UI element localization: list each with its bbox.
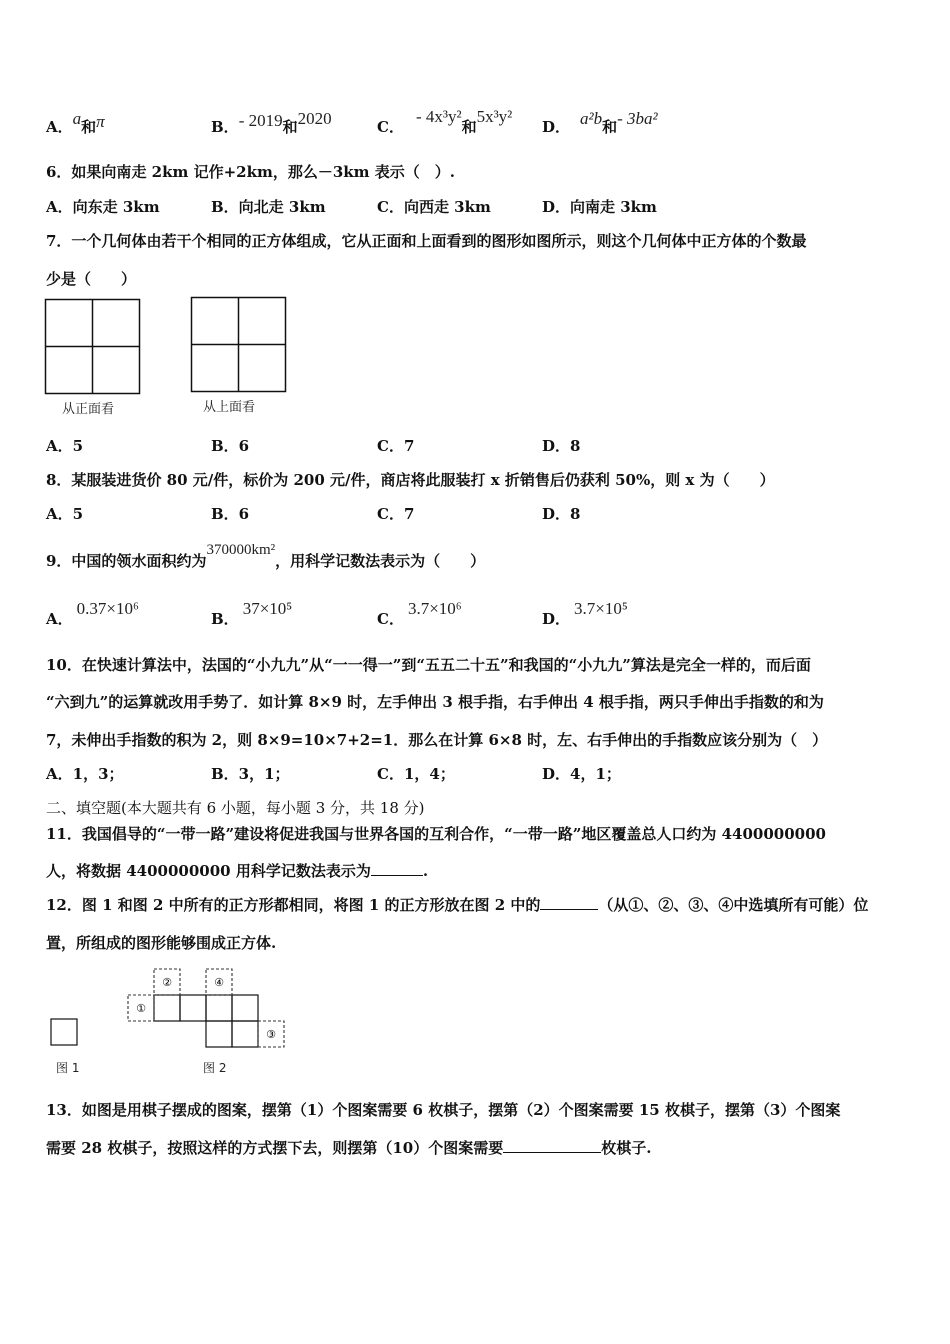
q11-line2: [46, 860, 428, 881]
q8-option-a: A．5: [46, 505, 84, 523]
q13-line1: 13．如图是用棋子摆成的图案，摆第（1）个图案需要 6 枚棋子，摆第（2）个图案需要 15 枚棋子，摆第（3）个图案: [46, 1101, 841, 1119]
q7-top-view-label: 从上面看: [203, 400, 256, 415]
q7-option-d: D．8: [542, 437, 581, 455]
q12-line1-post: （从①、②、③、④中选填所有可能）位: [598, 896, 869, 914]
q12-line1-pre: 12．图 1 和图 2 中所有的正方形都相同，将图 1 的正方形放在图 2 中的: [46, 896, 541, 914]
q8-option-d: D．8: [542, 505, 581, 523]
q8-stem: 8．某服装进货价 80 元/件，标价为 200 元/件，商店将此服装打 x 折销售后仍获利 50%，则 x 为（ ）: [46, 471, 775, 489]
q10-line1: 10．在快速计算法中，法国的“小九九”从“一一得一”到“五五二十五”和我国的“小九九”算法是完全一样的，而后面: [46, 656, 811, 674]
math-expr: a: [72, 109, 82, 128]
section-title: 二、填空题(本大题共有 6 小题，每小题 3 分，共 18 分): [46, 799, 425, 817]
q12-line2: 置，所组成的图形能够围成正方体.: [46, 934, 277, 952]
q13-line2-pre: 需要 28 枚棋子，按照这样的方式摆下去，则摆第（10）个图案需要: [46, 1139, 504, 1157]
q7-stem-line2: 少是（ ）: [46, 270, 137, 288]
q10-option-d: D．4，1；: [542, 765, 621, 783]
q10-option-a: A．1，3；: [46, 765, 124, 783]
conj: 和: [81, 118, 97, 136]
q8-option-c: C．7: [377, 505, 415, 523]
mark-4: ④: [214, 976, 224, 989]
math-expr: 3.7×10⁵: [574, 599, 628, 618]
answer-blank[interactable]: [503, 1138, 601, 1153]
q12-fig1-label: 图 1: [56, 1061, 80, 1075]
q9-stem-pre: 9．中国的领水面积约为: [46, 552, 207, 570]
math-expr: a²b: [580, 109, 603, 128]
q10-line3: 7，未伸出手指数的积为 2，则 8×9=10×7+2=1．那么在计算 6×8 时，左、右手伸出的手指数应该分别为（ ）: [46, 731, 828, 749]
q7-stem-line1: 7．一个几何体由若干个相同的正方体组成，它从正面和上面看到的图形如图所示，则这个几何体中正方体的个数最: [46, 232, 807, 250]
option-letter: B．: [211, 610, 239, 628]
q9-stem: [46, 542, 486, 571]
option-letter: D．: [542, 118, 571, 136]
q12-line1: [46, 894, 868, 915]
q12-fig2-label: 图 2: [203, 1061, 227, 1075]
answer-blank[interactable]: [371, 861, 423, 876]
math-expr: - 3ba²: [617, 109, 658, 128]
q7-top-view-figure: [190, 296, 288, 394]
q7-option-c: C．7: [377, 437, 415, 455]
q5-option-b: [211, 109, 332, 137]
math-expr: - 4x³y²: [415, 107, 462, 126]
math-expr: 0.37×10⁶: [76, 599, 139, 618]
q12-fig2-net: [126, 968, 288, 1050]
net-square: [154, 995, 180, 1021]
q13-line2: [46, 1137, 651, 1158]
answer-blank[interactable]: [540, 895, 598, 910]
math-expr: 3.7×10⁶: [407, 599, 462, 618]
q10-line2: “六到九”的运算就改用手势了．如计算 8×9 时，左手伸出 3 根手指，右手伸出 4 根手指，两只手伸出手指数的和为: [46, 693, 824, 711]
q12-fig1-square: [50, 1018, 80, 1048]
net-square: [232, 1021, 258, 1047]
option-letter: B．: [211, 118, 239, 136]
q9-area: 370000km²: [206, 542, 276, 558]
q7-option-a: A．5: [46, 437, 84, 455]
conj: 和: [602, 118, 618, 136]
q6-option-d: D．向南走 3km: [542, 198, 657, 216]
q6-option-c: C．向西走 3km: [377, 198, 491, 216]
option-letter: C．: [377, 610, 404, 628]
fig1-square: [51, 1019, 77, 1045]
q6-stem: 6．如果向南走 2km 记作+2km，那么－3km 表示（ ）.: [46, 163, 456, 181]
math-expr: - 2019: [238, 111, 283, 130]
mark-2: ②: [162, 976, 172, 989]
q11-line2-post: .: [422, 862, 429, 880]
net-square: [180, 995, 206, 1021]
q8-option-b: B．6: [211, 505, 250, 523]
conj: 和: [282, 118, 298, 136]
option-letter: D．: [542, 610, 571, 628]
q6-option-b: B．向北走 3km: [211, 198, 326, 216]
q6-option-a: A．向东走 3km: [46, 198, 160, 216]
q5-option-d: [542, 109, 658, 137]
q7-option-b: B．6: [211, 437, 250, 455]
net-square: [206, 1021, 232, 1047]
mark-1: ①: [136, 1002, 146, 1015]
option-letter: A．: [46, 118, 73, 136]
q10-option-c: C．1，4；: [377, 765, 455, 783]
q9-option-a: [46, 599, 139, 629]
q11-line1: 11．我国倡导的“一带一路”建设将促进我国与世界各国的互利合作，“一带一路”地区覆盖总人口约为 4400000000: [46, 825, 826, 843]
conj: 和: [461, 118, 477, 136]
q5-option-c: [377, 107, 513, 137]
q5-option-a: [46, 109, 105, 137]
q9-option-d: [542, 599, 628, 629]
q9-option-c: [377, 599, 462, 629]
q13-line2-post: 枚棋子.: [601, 1139, 652, 1157]
math-expr: 5x³y²: [476, 107, 513, 126]
mark-3: ③: [266, 1028, 276, 1041]
q9-stem-post: ，用科学记数法表示为（ ）: [275, 552, 486, 570]
option-letter: A．: [46, 610, 73, 628]
q7-front-view-label: 从正面看: [62, 402, 115, 417]
net-square: [206, 995, 232, 1021]
math-expr: 37×10⁵: [242, 599, 293, 618]
q9-option-b: [211, 599, 293, 629]
math-expr: 2020: [297, 109, 332, 128]
q11-line2-pre: 人，将数据 4400000000 用科学记数法表示为: [46, 862, 371, 880]
q7-front-view-figure: [44, 298, 142, 396]
math-expr: π: [96, 112, 105, 131]
net-square: [232, 995, 258, 1021]
option-letter: C．: [377, 118, 404, 136]
q10-option-b: B．3，1；: [211, 765, 290, 783]
